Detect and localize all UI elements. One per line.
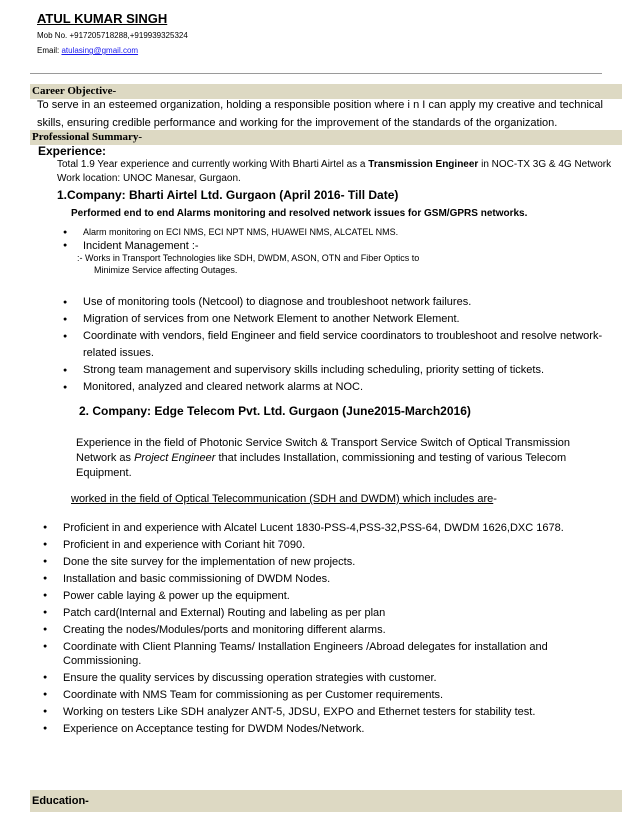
total-experience-line (57, 158, 627, 172)
alarm-monitoring-text: Alarm monitoring on ECI NMS, ECI NPT NMS, HUAWEI NMS, ALCATEL NMS. (83, 227, 399, 237)
company2-exp-role: Project Engineer (134, 452, 216, 464)
career-objective-line1: To serve in an esteemed organization, holding a responsible position where i n I can apply my creative and technical (37, 99, 603, 111)
list-item: ● Power cable laying & power up the equipment. (37, 589, 592, 603)
list-item: ● Creating the nodes/Modules/ports and monitoring different alarms. (37, 623, 592, 637)
company1-title: 1.Company: Bharti Airtel Ltd. Gurgaon (April 2016- Till Date) (57, 188, 399, 202)
email-line (37, 46, 138, 55)
professional-summary-heading: Professional Summary- (30, 130, 622, 145)
total-experience-pre: Total 1.9 Year experience and currently working With Bharti Airtel as a (57, 159, 369, 170)
company1-tools-list (57, 226, 617, 239)
worked-in-field-text: worked in the field of Optical Telecommunication (SDH and DWDM) which includes are (71, 493, 494, 505)
education-heading: Education- (30, 790, 622, 812)
list-item: ● Coordinate with NMS Team for commissioning as per Customer requirements. (37, 688, 592, 702)
list-item: ● Monitored, analyzed and cleared network alarms at NOC. (57, 379, 629, 396)
list-item (57, 226, 617, 239)
list-item: ● Working on testers Like SDH analyzer ANT-5, JDSU, EXPO and Ethernet testers for stability test. (37, 705, 592, 719)
list-item: ● Ensure the quality services by discussing operation strategies with customer. (37, 671, 592, 685)
company2-duties-list (37, 521, 592, 739)
list-item: ● Use of monitoring tools (Netcool) to diagnose and troubleshoot network failures. (57, 294, 629, 311)
incident-subline1: :- Works in Transport Technologies like SDH, DWDM, ASON, OTN and Fiber Optics to (77, 253, 420, 263)
work-location: Work location: UNOC Manesar, Gurgaon. (57, 173, 241, 184)
company1-duties-list (57, 294, 629, 396)
list-item: ● Migration of services from one Network Element to another Network Element. (57, 311, 629, 328)
list-item: ● Strong team management and supervisory skills including scheduling, priority setting of tickets. (57, 362, 629, 379)
list-item: ● Experience on Acceptance testing for DWDM Nodes/Network. (37, 722, 592, 736)
total-experience-role: Transmission Engineer (368, 159, 479, 170)
company2-exp-pre: Experience in the field of Photonic Service Switch & Transport Service Switch of Optical Transmission Network as (76, 437, 570, 464)
worked-in-field-line (71, 493, 497, 505)
experience-heading: Experience: (38, 144, 107, 158)
incident-management-text: Incident Management :- (83, 240, 199, 252)
header-divider (30, 73, 602, 74)
list-item: ● Proficient in and experience with Coriant hit 7090. (37, 538, 592, 552)
candidate-name: ATUL KUMAR SINGH (37, 11, 168, 26)
company2-title: 2. Company: Edge Telecom Pvt. Ltd. Gurgaon (June2015-March2016) (79, 404, 471, 418)
incident-subline2: Minimize Service affecting Outages. (94, 265, 238, 275)
email-link[interactable]: atulasing@gmail.com (61, 46, 139, 55)
company1-incident-list (57, 239, 617, 253)
list-item: ● Installation and basic commissioning of DWDM Nodes. (37, 572, 592, 586)
career-objective-heading: Career Objective- (30, 84, 622, 99)
list-item: ● Coordinate with Client Planning Teams/ Installation Engineers /Abroad delegates for installation and Commissioning. (37, 640, 592, 668)
company2-experience (76, 436, 596, 481)
worked-in-field-dash: - (493, 493, 497, 505)
list-item: ● Coordinate with vendors, field Engineer and field service coordinators to troubleshoot and resolve network-related issues. (57, 328, 629, 362)
company2-exp-post: that includes Installation, commissioning and testing of various Telecom Equipment. (76, 452, 567, 479)
list-item: ● Patch card(Internal and External) Routing and labeling as per plan (37, 606, 592, 620)
email-label: Email: (37, 46, 62, 55)
career-objective-line2: skills, ensuring credible performance and working for the improvement of the standards of the organization. (37, 117, 558, 129)
list-item (57, 239, 617, 253)
list-item: ● Done the site survey for the implementation of new projects. (37, 555, 592, 569)
total-experience-post: in NOC-TX 3G & 4G Network (478, 159, 612, 170)
list-item: ● Proficient in and experience with Alcatel Lucent 1830-PSS-4,PSS-32,PSS-64, DWDM 1626,DXC 1678. (37, 521, 592, 535)
mobile-numbers: Mob No. +917205718288,+919939325324 (37, 31, 188, 40)
company1-performed: Performed end to end Alarms monitoring and resolved network issues for GSM/GPRS networks. (71, 208, 528, 219)
